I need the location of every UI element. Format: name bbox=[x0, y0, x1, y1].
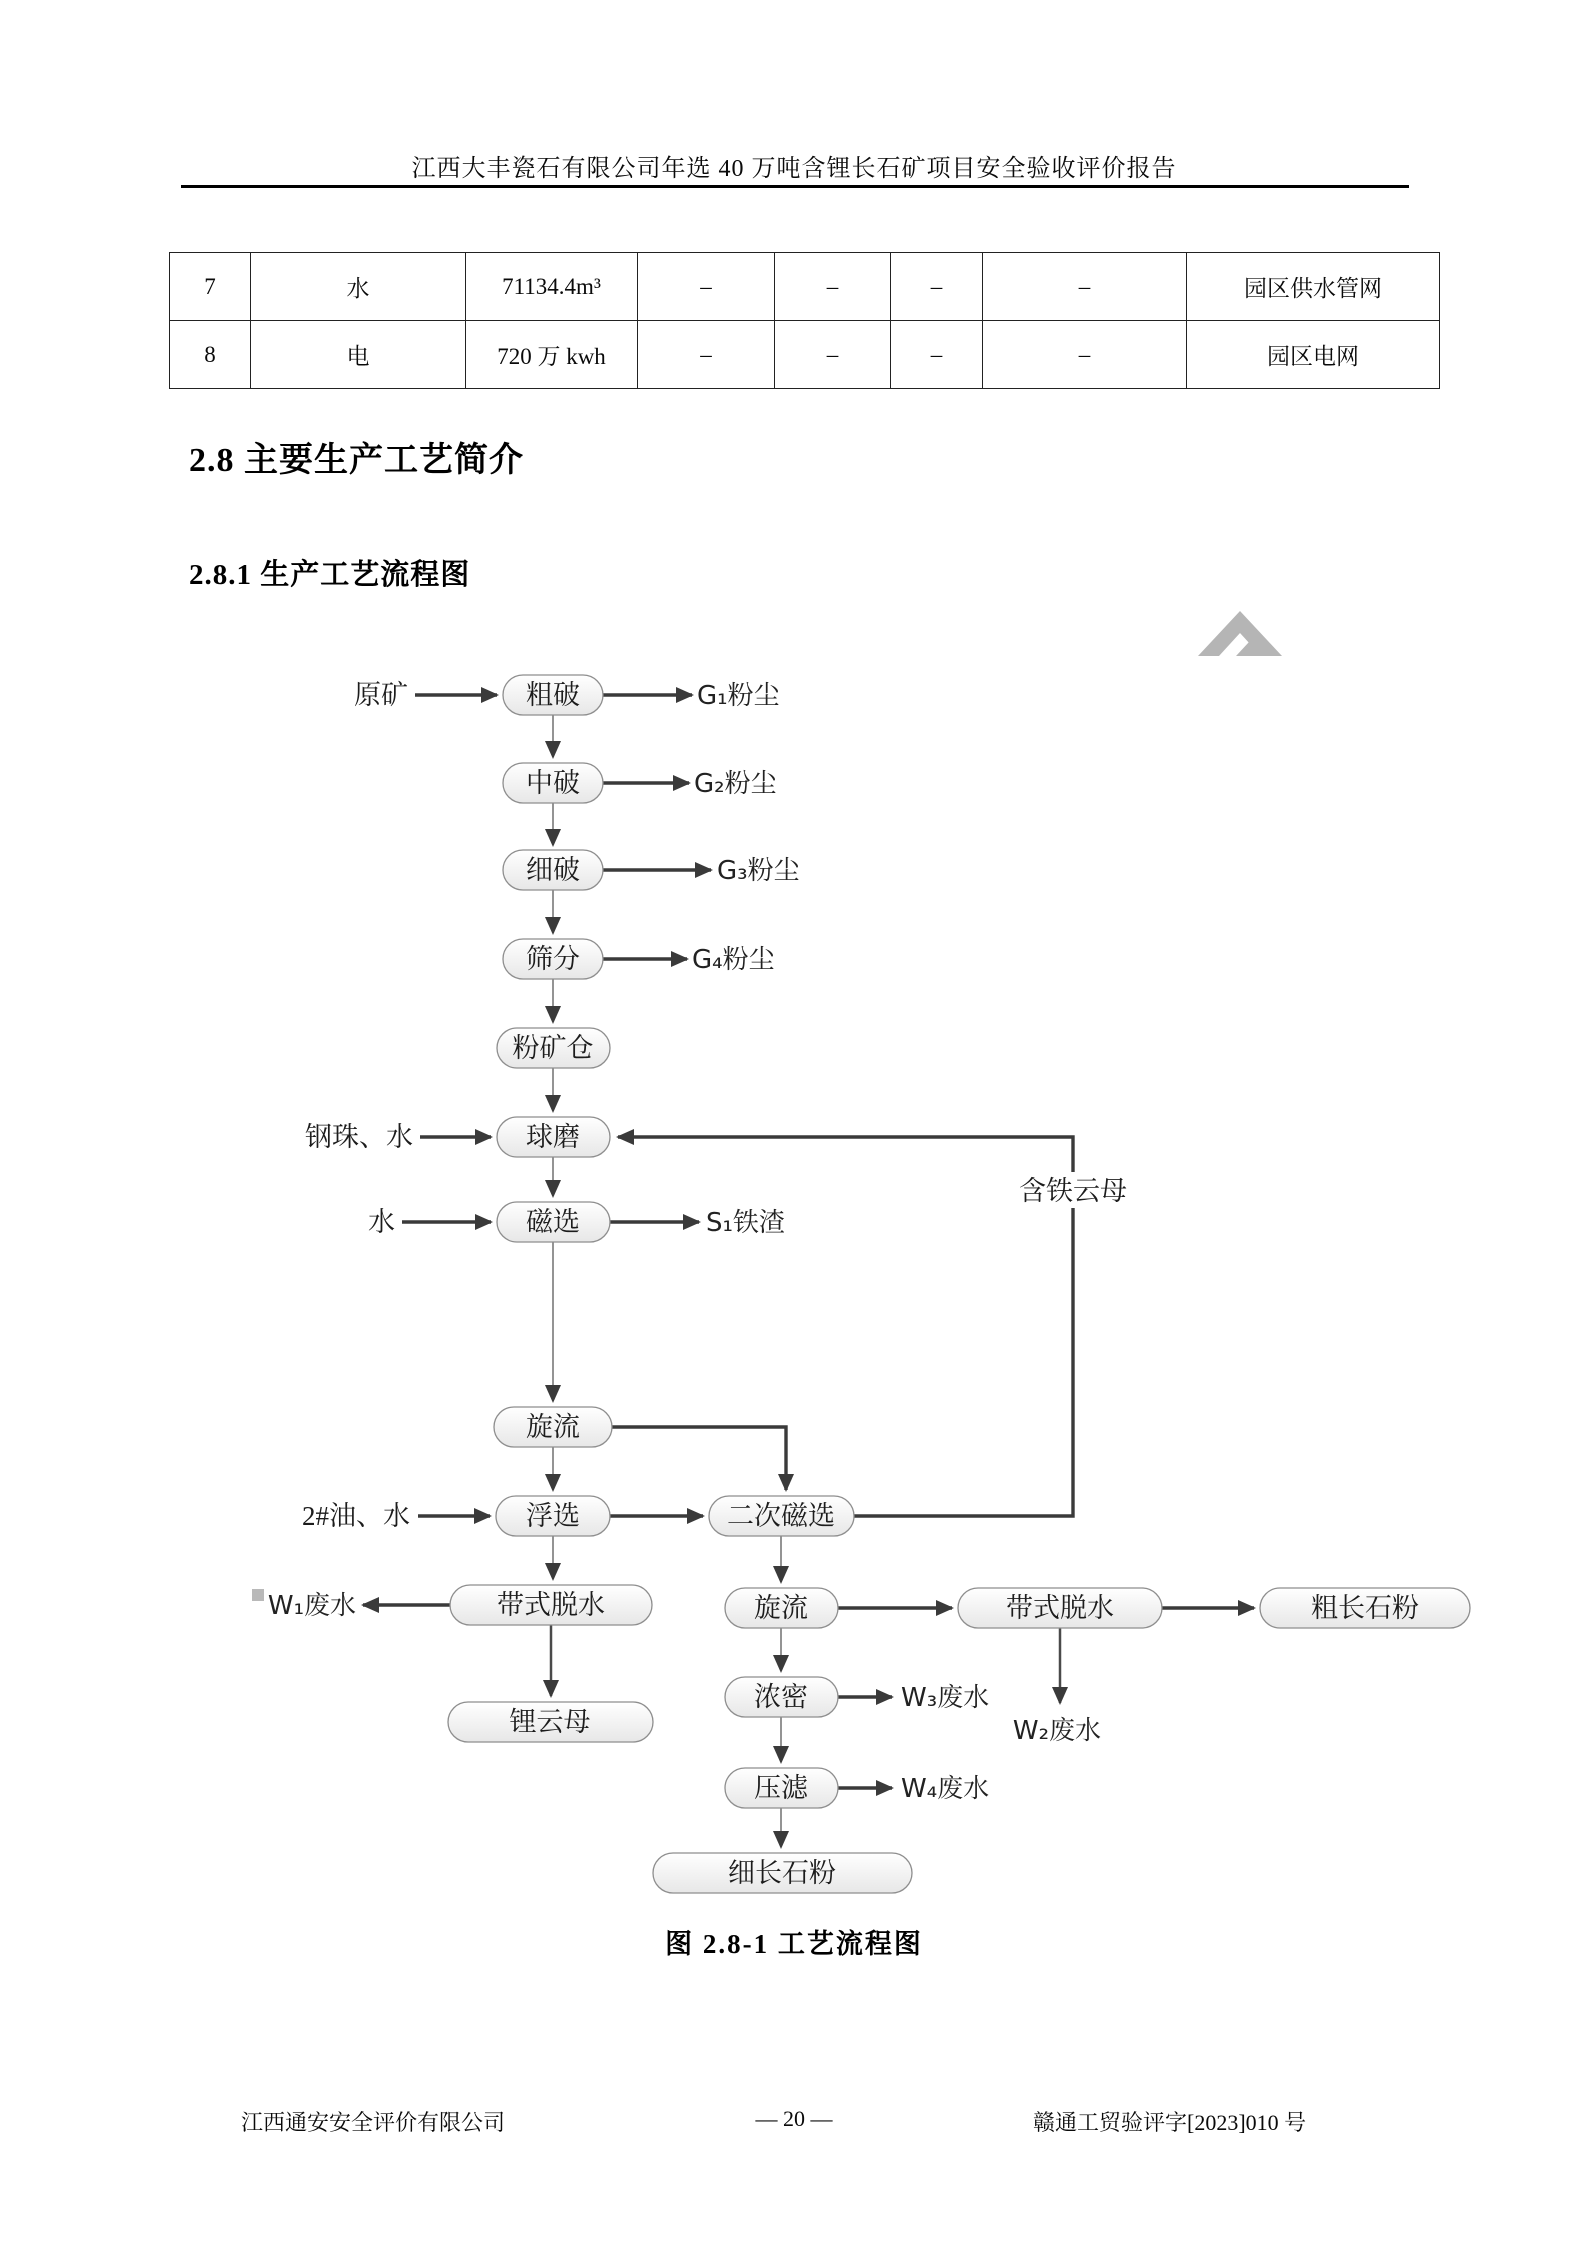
node-label: 锂云母 bbox=[509, 1707, 591, 1737]
node-label: 带式脱水 bbox=[497, 1590, 605, 1620]
flow-node-powder-bin bbox=[497, 1028, 610, 1068]
table-cell: – bbox=[891, 321, 983, 389]
flow-node-coarse-feldspar bbox=[1260, 1588, 1470, 1628]
table-cell: – bbox=[983, 253, 1187, 321]
node-label: 筛分 bbox=[526, 944, 580, 974]
section-heading: 2.8 主要生产工艺简介 bbox=[189, 442, 524, 479]
page-header-title: 江西大丰瓷石有限公司年选 40 万吨含锂长石矿项目安全验收评价报告 bbox=[411, 156, 1177, 182]
node-label: 旋流 bbox=[526, 1412, 580, 1442]
node-label: 球磨 bbox=[526, 1122, 580, 1152]
flow-node-press-filter bbox=[725, 1768, 838, 1808]
flow-connectors bbox=[363, 695, 1254, 1847]
output-g4-dust-label: G₄粉尘 bbox=[692, 945, 775, 975]
table-cell: – bbox=[775, 321, 891, 389]
footer-page-number: — 20 — bbox=[755, 2106, 833, 2131]
flow-node-cyclone2 bbox=[725, 1588, 838, 1628]
flow-node-coarse-crush bbox=[503, 675, 603, 715]
flow-node-screening bbox=[503, 939, 603, 979]
flow-node-belt-dewater1 bbox=[450, 1585, 652, 1625]
flow-node-thickening bbox=[725, 1677, 838, 1717]
node-label: 浮选 bbox=[526, 1501, 580, 1531]
table-cell: 园区电网 bbox=[1187, 321, 1440, 389]
table-cell: – bbox=[891, 253, 983, 321]
output-g2-dust-label: G₂粉尘 bbox=[694, 769, 777, 799]
flow-node-fine-crush bbox=[503, 850, 603, 890]
node-label: 带式脱水 bbox=[1006, 1593, 1114, 1623]
process-flow-diagram bbox=[0, 600, 1588, 1960]
output-g3-dust-label: G₃粉尘 bbox=[717, 856, 800, 886]
input-water-label: 水 bbox=[368, 1207, 395, 1237]
output-w2-wastewater-label: W₂废水 bbox=[1012, 1716, 1102, 1746]
table-cell: 7 bbox=[170, 253, 251, 321]
table-cell: 71134.4m³ bbox=[466, 253, 638, 321]
table-cell: – bbox=[983, 321, 1187, 389]
flow-node-belt-dewater2 bbox=[958, 1588, 1162, 1628]
iron-mica-label: 含铁云母 bbox=[1019, 1176, 1127, 1206]
table-cell: – bbox=[638, 321, 775, 389]
flow-node-lithium-mica bbox=[448, 1702, 653, 1742]
footer-company: 江西通安安全评价有限公司 bbox=[241, 2110, 506, 2135]
table-cell: 8 bbox=[170, 321, 251, 389]
flow-node-magnetic-sep bbox=[497, 1202, 610, 1242]
node-label: 中破 bbox=[526, 768, 580, 798]
table-cell: – bbox=[775, 253, 891, 321]
output-s1-slag-label: S₁铁渣 bbox=[706, 1208, 785, 1238]
table-cell: – bbox=[638, 253, 775, 321]
output-g1-dust-label: G₁粉尘 bbox=[697, 681, 780, 711]
input-raw-ore-label: 原矿 bbox=[354, 680, 408, 710]
node-label: 粗长石粉 bbox=[1311, 1593, 1419, 1623]
header-rule bbox=[181, 185, 1409, 188]
output-w4-wastewater-label: W₄废水 bbox=[901, 1774, 990, 1804]
node-label: 磁选 bbox=[526, 1207, 580, 1237]
table-cell: 水 bbox=[251, 253, 466, 321]
flow-node-medium-crush bbox=[503, 763, 603, 803]
flow-node-ball-mill bbox=[497, 1117, 610, 1157]
node-label: 旋流 bbox=[754, 1593, 808, 1623]
node-label: 二次磁选 bbox=[727, 1501, 835, 1531]
node-label: 粗破 bbox=[526, 680, 580, 710]
subsection-heading: 2.8.1 生产工艺流程图 bbox=[189, 559, 471, 591]
figure-caption: 图 2.8-1 工艺流程图 bbox=[665, 1929, 923, 1959]
node-label: 压滤 bbox=[754, 1773, 808, 1803]
output-w1-wastewater-label: W₁废水 bbox=[267, 1591, 356, 1621]
table-row bbox=[170, 253, 1440, 321]
input-oil-water-label: 2#油、水 bbox=[302, 1501, 410, 1531]
artifact-square bbox=[252, 1589, 264, 1601]
table-cell: 园区供水管网 bbox=[1187, 253, 1440, 321]
resource-table bbox=[169, 252, 1440, 389]
flow-node-secondary-magnetic bbox=[709, 1496, 854, 1536]
node-label: 粉矿仓 bbox=[512, 1033, 594, 1063]
node-label: 细长石粉 bbox=[728, 1858, 836, 1888]
table-row bbox=[170, 321, 1440, 389]
node-label: 细破 bbox=[526, 855, 580, 885]
node-label: 浓密 bbox=[754, 1682, 808, 1712]
table-cell: 电 bbox=[251, 321, 466, 389]
flow-node-cyclone1 bbox=[494, 1407, 612, 1447]
input-steel-balls-water-label: 钢珠、水 bbox=[305, 1122, 413, 1152]
footer-doc-number: 赣通工贸验评字[2023]010 号 bbox=[1033, 2110, 1307, 2135]
flow-node-fine-feldspar bbox=[653, 1853, 912, 1893]
output-w3-wastewater-label: W₃废水 bbox=[901, 1683, 990, 1713]
flow-node-flotation bbox=[496, 1496, 610, 1536]
watermark-chevron-icon bbox=[1198, 611, 1282, 656]
table-cell: 720 万 kwh bbox=[466, 321, 638, 389]
